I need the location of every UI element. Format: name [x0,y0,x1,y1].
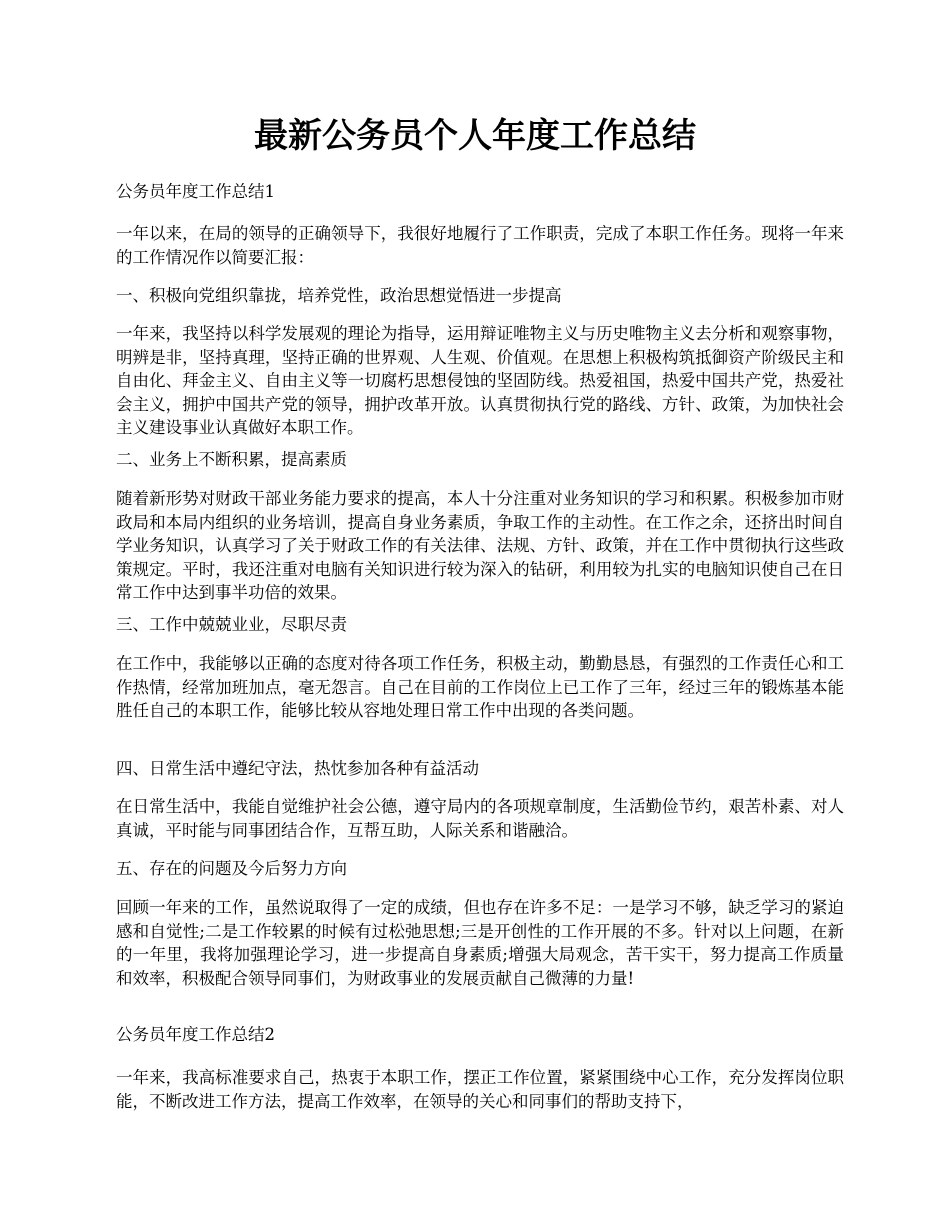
section-heading-summary-2: 公务员年度工作总结2 [116,1025,275,1044]
paragraph-5: 回顾一年来的工作，虽然说取得了一定的成绩，但也存在许多不足：一是学习不够，缺乏学习的紧迫感和自觉性;二是工作较累的时候有过松弛思想;三是开创性的工作开展的不多。针对以上问题，在新的一年里，我将加强理论学习，进一步提高自身素质;增强大局观念，苦干实干，努力提高工作质量和效率，积极配合领导同事们，为财政事业的发展贡献自己微薄的力量! [116,898,844,988]
section-heading-4: 四、日常生活中遵纪守法，热忱参加各种有益活动 [116,759,479,778]
paragraph-1: 一年来，我坚持以科学发展观的理论为指导，运用辩证唯物主义与历史唯物主义去分析和观察事物，明辨是非，坚持真理，坚持正确的世界观、人生观、价值观。在思想上积极构筑抵御资产阶级民主和自由化、拜金主义、自由主义等一切腐朽思想侵蚀的坚固防线。热爱祖国，热爱中国共产党，热爱社会主义，拥护中国共产党的领导，拥护改革开放。认真贯彻执行党的路线、方针、政策，为加快社会主义建设事业认真做好本职工作。 [116,324,844,437]
paragraph-3: 在工作中，我能够以正确的态度对待各项工作任务，积极主动，勤勤恳恳，有强烈的工作责任心和工作热情，经常加班加点，毫无怨言。自己在目前的工作岗位上已工作了三年，经过三年的锻炼基本能胜任自己的本职工作，能够比较从容地处理日常工作中出现的各类问题。 [116,654,844,720]
section-heading-summary-1: 公务员年度工作总结1 [116,182,275,201]
section-heading-1: 一、积极向党组织靠拢，培养党性，政治思想觉悟进一步提高 [116,286,562,305]
paragraph-4: 在日常生活中，我能自觉维护社会公德，遵守局内的各项规章制度，生活勤俭节约，艰苦朴素、对人真诚，平时能与同事团结合作，互帮互助，人际关系和谐融洽。 [116,797,844,840]
section-heading-5: 五、存在的问题及今后努力方向 [116,859,347,878]
paragraph-2: 随着新形势对财政干部业务能力要求的提高，本人十分注重对业务知识的学习和积累。积极参加市财政局和本局内组织的业务培训，提高自身业务素质，争取工作的主动性。在工作之余，还挤出时间自学业务知识，认真学习了关于财政工作的有关法律、法规、方针、政策，并在工作中贯彻执行这些政策规定。平时，我还注重对电脑有关知识进行较为深入的钻研，利用较为扎实的电脑知识使自己在日常工作中达到事半功倍的效果。 [116,489,844,602]
document-title: 最新公务员个人年度工作总结 [254,116,696,156]
paragraph-summary-2: 一年来，我高标准要求自己，热衷于本职工作，摆正工作位置，紧紧围绕中心工作，充分发挥岗位职能，不断改进工作方法，提高工作效率，在领导的关心和同事们的帮助支持下， [116,1068,844,1111]
section-heading-2: 二、业务上不断积累，提高素质 [116,450,347,469]
section-heading-3: 三、工作中兢兢业业，尽职尽责 [116,615,347,634]
paragraph-intro: 一年以来，在局的领导的正确领导下，我很好地履行了工作职责，完成了本职工作任务。现将一年来的工作情况作以简要汇报： [116,224,844,267]
